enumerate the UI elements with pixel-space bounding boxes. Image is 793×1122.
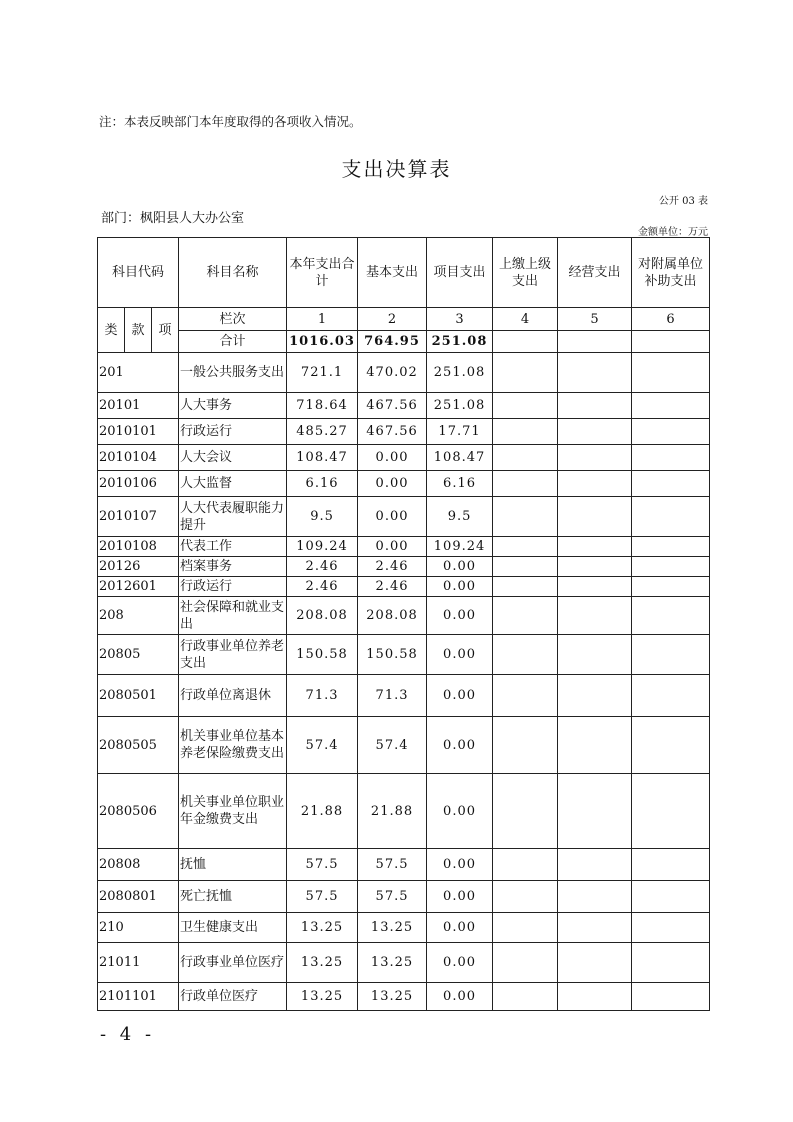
table-row: 2010106 人大监督 6.16 0.00 6.16 [98, 471, 710, 497]
table-row: 20805 行政事业单位养老支出 150.58 150.58 0.00 [98, 635, 710, 675]
totals-project: 251.08 [427, 331, 493, 353]
header-upper: 上缴上级支出 [493, 238, 558, 308]
col-number-6: 6 [632, 308, 710, 331]
header-subsidy: 对附属单位补助支出 [632, 238, 710, 308]
col-number-1: 1 [287, 308, 358, 331]
table-row: 2010107 人大代表履职能力提升 9.5 0.00 9.5 [98, 497, 710, 537]
department-label: 部门：枫阳县人大办公室 [101, 211, 245, 226]
table-row: 2010108 代表工作 109.24 0.00 109.24 [98, 537, 710, 557]
col-number-4: 4 [493, 308, 558, 331]
table-row: 2012601 行政运行 2.46 2.46 0.00 [98, 577, 710, 597]
table-row: 208 社会保障和就业支出 208.08 208.08 0.00 [98, 597, 710, 635]
header-project: 项目支出 [427, 238, 493, 308]
table-row: 2101101 行政单位医疗 13.25 13.25 0.00 [98, 983, 710, 1011]
page-title: 支出决算表 [341, 157, 452, 181]
header-total: 本年支出合计 [287, 238, 358, 308]
col-number-3: 3 [427, 308, 493, 331]
amount-unit: 金额单位：万元 [638, 227, 708, 238]
page-number: - 4 - [100, 1024, 156, 1045]
column-number-row [98, 308, 710, 331]
table-row: 20808 抚恤 57.5 57.5 0.00 [98, 849, 710, 881]
header-lei: 类 [98, 308, 125, 353]
table-row: 210 卫生健康支出 13.25 13.25 0.00 [98, 913, 710, 943]
table-row: 20101 人大事务 718.64 467.56 251.08 [98, 393, 710, 419]
header-subject-name: 科目名称 [179, 238, 287, 308]
table-row: 2080506 机关事业单位职业年金缴费支出 21.88 21.88 0.00 [98, 774, 710, 849]
table-row: 201 一般公共服务支出 721.1 470.02 251.08 [98, 353, 710, 393]
table-row: 2080801 死亡抚恤 57.5 57.5 0.00 [98, 881, 710, 913]
totals-label: 合计 [179, 331, 287, 353]
col-number-5: 5 [558, 308, 632, 331]
table-row: 21011 行政事业单位医疗 13.25 13.25 0.00 [98, 943, 710, 983]
expenditure-table [97, 237, 710, 1011]
header-xiang: 项 [152, 308, 179, 353]
header-basic: 基本支出 [358, 238, 427, 308]
totals-row [98, 331, 710, 353]
form-code: 公开 03 表 [658, 196, 708, 207]
header-kuan: 款 [125, 308, 152, 353]
totals-basic: 764.95 [358, 331, 427, 353]
header-business: 经营支出 [558, 238, 632, 308]
table-row: 20126 档案事务 2.46 2.46 0.00 [98, 557, 710, 577]
table-note: 注：本表反映部门本年度取得的各项收入情况。 [99, 114, 362, 129]
table-row: 2010101 行政运行 485.27 467.56 17.71 [98, 419, 710, 445]
totals-total: 1016.03 [287, 331, 358, 353]
header-row [98, 238, 710, 308]
table-row: 2080505 机关事业单位基本养老保险缴费支出 57.4 57.4 0.00 [98, 717, 710, 774]
column-label: 栏次 [179, 308, 287, 331]
table-row: 2010104 人大会议 108.47 0.00 108.47 [98, 445, 710, 471]
col-number-2: 2 [358, 308, 427, 331]
table-row: 2080501 行政单位离退休 71.3 71.3 0.00 [98, 675, 710, 717]
header-subject-code: 科目代码 [98, 238, 179, 308]
